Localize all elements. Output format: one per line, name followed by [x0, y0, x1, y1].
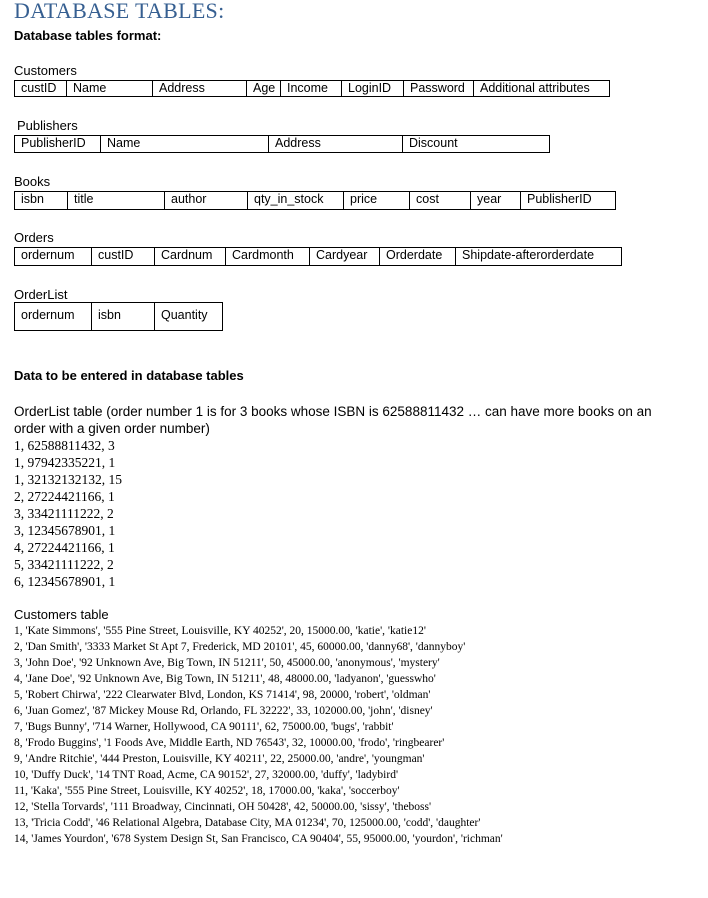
column-header: price: [344, 192, 410, 209]
list-item: 3, 33421111222, 2: [14, 506, 114, 521]
column-header: qty_in_stock: [248, 192, 344, 209]
column-header: Address: [153, 81, 247, 96]
orderlist-schema-table: [14, 302, 223, 331]
books-schema-table: [14, 191, 616, 210]
list-item: 1, 97942335221, 1: [14, 455, 116, 470]
column-header: isbn: [92, 303, 155, 330]
list-item: 1, 62588811432, 3: [14, 438, 115, 453]
column-header: Shipdate-afterorderdate: [462, 248, 595, 262]
list-item: 8, 'Frodo Buggins', '1 Foods Ave, Middle Earth, ND 76543', 32, 10000.00, 'frodo', 'ringbearer': [14, 737, 445, 749]
column-header: isbn: [15, 192, 68, 209]
list-item: 7, 'Bugs Bunny', '714 Warner, Hollywood, CA 90111', 62, 75000.00, 'bugs', 'rabbit': [14, 721, 394, 733]
list-item: 6, 'Juan Gomez', '87 Mickey Mouse Rd, Orlando, FL 32222', 33, 102000.00, 'john', 'disney': [14, 705, 433, 717]
list-item: 5, 'Robert Chirwa', '222 Clearwater Blvd, London, KS 71414', 98, 20000, 'robert', 'oldman': [14, 689, 431, 701]
column-header: author: [165, 192, 248, 209]
list-item: 3, 12345678901, 1: [14, 523, 116, 538]
column-header: LoginID: [342, 81, 404, 96]
column-header: Quantity: [161, 308, 208, 322]
orderlist-description: OrderList table (order number 1 is for 3 books whose ISBN is 62588811432 … can have more books on an order with a given order number): [14, 404, 652, 436]
publishers-table-label: Publishers: [17, 118, 78, 133]
column-header: ordernum: [15, 303, 92, 330]
list-item: 10, 'Duffy Duck', '14 TNT Road, Acme, CA 90152', 27, 32000.00, 'duffy', 'ladybird': [14, 769, 399, 781]
column-header: PublisherID: [527, 192, 592, 206]
list-item: 2, 'Dan Smith', '3333 Market St Apt 7, Frederick, MD 20101', 45, 60000.00, 'danny68', 'dannyboy': [14, 641, 466, 653]
list-item: 6, 12345678901, 1: [14, 574, 116, 589]
orders-schema-table: [14, 247, 622, 266]
column-header: Name: [67, 81, 153, 96]
list-item: 12, 'Stella Torvards', '111 Broadway, Cincinnati, OH 50428', 42, 50000.00, 'sissy', 'theboss': [14, 801, 432, 813]
column-header: Age: [247, 81, 281, 96]
orders-table-label: Orders: [14, 230, 54, 245]
list-item: 1, 32132132132, 15: [14, 472, 122, 487]
column-header: Orderdate: [380, 248, 456, 265]
column-header: cost: [410, 192, 471, 209]
column-header: year: [471, 192, 521, 209]
column-header: Discount: [409, 136, 458, 150]
list-item: 4, 'Jane Doe', '92 Unknown Ave, Big Town, IN 51211', 48, 48000.00, 'ladyanon', 'guesswho': [14, 673, 436, 685]
column-header: title: [68, 192, 165, 209]
column-header: PublisherID: [15, 136, 101, 152]
list-item: 2, 27224421166, 1: [14, 489, 115, 504]
orderlist-rows: [14, 437, 122, 590]
column-header: Cardmonth: [226, 248, 310, 265]
customers-schema-table: [14, 80, 610, 97]
list-item: 5, 33421111222, 2: [14, 557, 114, 572]
column-header: Additional attributes: [480, 81, 590, 95]
column-header: ordernum: [15, 248, 92, 265]
column-header: Cardnum: [155, 248, 226, 265]
column-header: Address: [269, 136, 403, 152]
list-item: 3, 'John Doe', '92 Unknown Ave, Big Town, IN 51211', 50, 45000.00, 'anonymous', 'mystery': [14, 657, 440, 669]
format-heading: Database tables format:: [14, 28, 162, 43]
customers-rows: [14, 623, 503, 847]
books-table-label: Books: [14, 174, 51, 189]
list-item: 1, 'Kate Simmons', '555 Pine Street, Louisville, KY 40252', 20, 15000.00, 'katie', 'katie12': [14, 625, 426, 637]
publishers-schema-table: [14, 135, 550, 153]
list-item: 13, 'Tricia Codd', '46 Relational Algebra, Database City, MA 01234', 70, 125000.00, 'codd', 'daughter': [14, 817, 481, 829]
column-header: Name: [101, 136, 269, 152]
list-item: 4, 27224421166, 1: [14, 540, 115, 555]
page-title: DATABASE TABLES:: [14, 0, 225, 23]
orderlist-table-label: OrderList: [14, 287, 68, 302]
list-item: 11, 'Kaka', '555 Pine Street, Louisville, KY 40252', 18, 17000.00, 'kaka', 'soccerboy': [14, 785, 400, 797]
column-header: Cardyear: [310, 248, 380, 265]
column-header: custID: [15, 81, 67, 96]
list-item: 9, 'Andre Ritchie', '444 Preston, Louisville, KY 40211', 22, 25000.00, 'andre', 'youngman': [14, 753, 425, 765]
customers-data-title: Customers table: [14, 607, 109, 622]
column-header: custID: [92, 248, 155, 265]
list-item: 14, 'James Yourdon', '678 System Design St, San Francisco, CA 90404', 55, 95000.00, 'yourdon', 'richman': [14, 833, 503, 845]
data-heading: Data to be entered in database tables: [14, 368, 244, 383]
column-header: Password: [404, 81, 474, 96]
customers-table-label: Customers: [14, 63, 77, 78]
column-header: Income: [281, 81, 342, 96]
